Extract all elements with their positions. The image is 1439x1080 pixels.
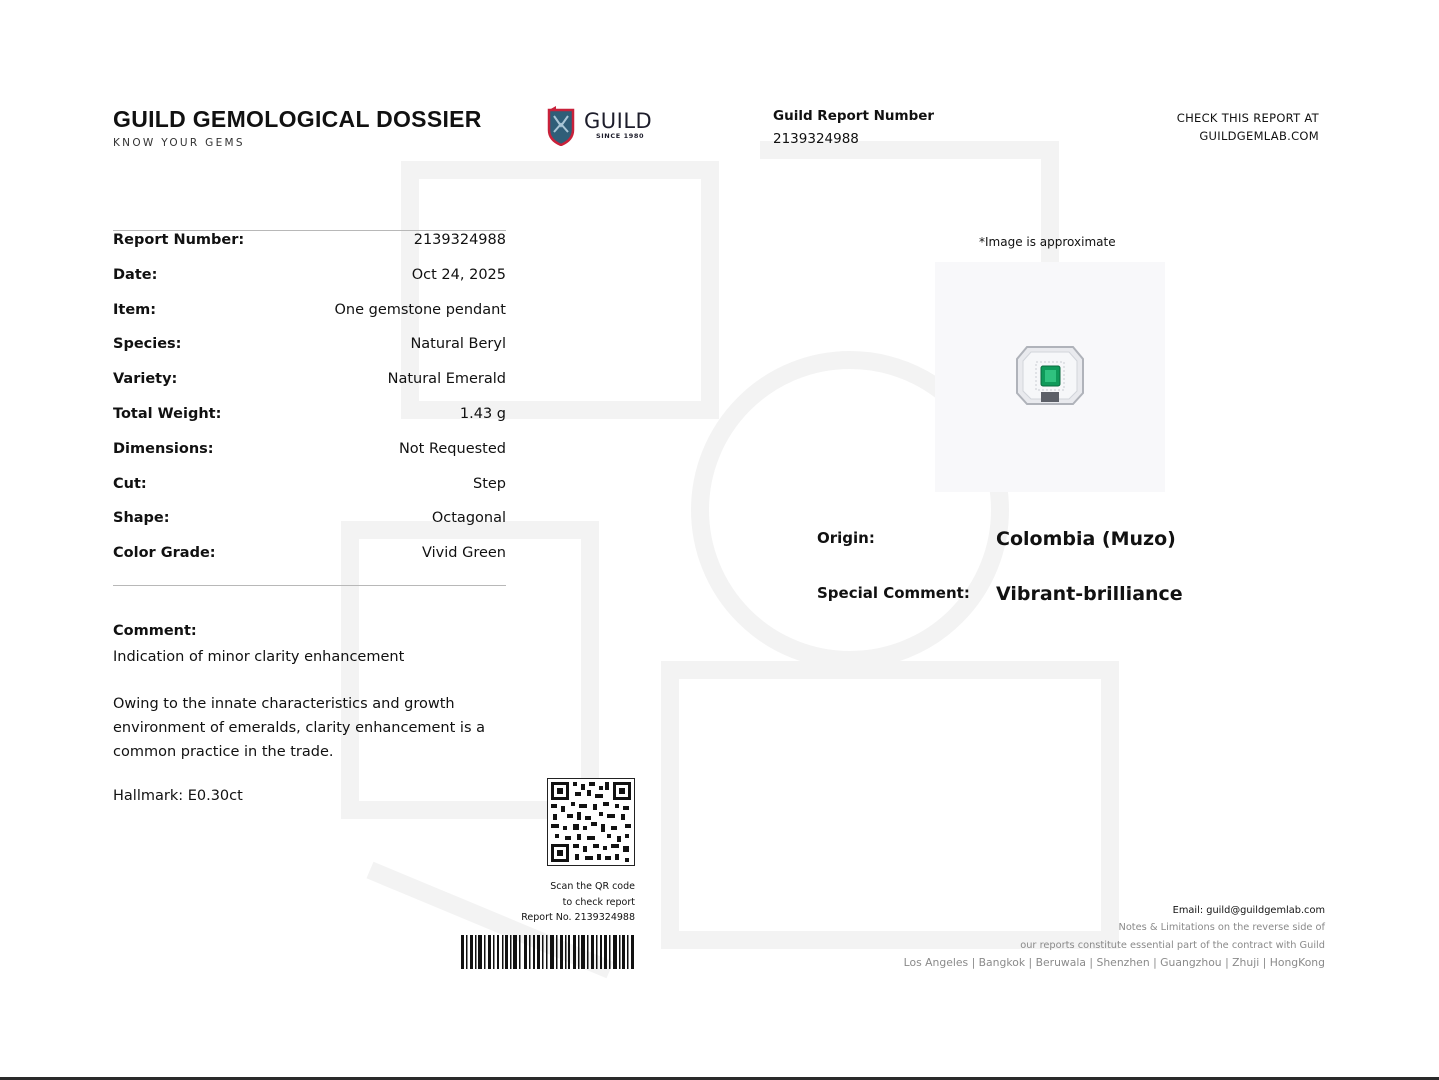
origin-label: Origin: bbox=[817, 529, 875, 547]
scan-instructions bbox=[521, 879, 635, 926]
detail-label: Cut: bbox=[113, 475, 147, 492]
detail-label: Color Grade: bbox=[113, 545, 216, 562]
guild-shield-logo-icon bbox=[546, 106, 578, 146]
detail-row-cut bbox=[113, 476, 506, 511]
scan-line1: Scan the QR code bbox=[550, 881, 635, 892]
special-comment-label: Special Comment: bbox=[817, 584, 970, 602]
contact-email[interactable]: Email: guild@guildgemlab.com bbox=[1172, 905, 1325, 916]
image-note: *Image is approximate bbox=[979, 235, 1116, 249]
detail-label: Dimensions: bbox=[113, 440, 214, 457]
logo-wordmark: GUILD bbox=[584, 109, 653, 133]
comment-paragraph: Owing to the innate characteristics and growth environment of emeralds, clarity enhancement is a common practice in the trade. bbox=[113, 696, 485, 760]
barcode-icon bbox=[461, 935, 636, 969]
comment-label: Comment: bbox=[113, 623, 197, 639]
detail-row-item bbox=[113, 302, 506, 337]
detail-row-variety bbox=[113, 371, 506, 406]
detail-label: Report Number: bbox=[113, 232, 245, 248]
detail-row-species bbox=[113, 336, 506, 371]
details-top-divider bbox=[113, 230, 506, 231]
qr-code-icon[interactable] bbox=[547, 778, 635, 866]
detail-value: Octagonal bbox=[431, 510, 506, 527]
document-title: GUILD GEMOLOGICAL DOSSIER bbox=[113, 106, 482, 132]
detail-label: Date: bbox=[113, 266, 158, 283]
detail-row-color-grade bbox=[113, 545, 506, 580]
detail-row-total-weight bbox=[113, 406, 506, 441]
detail-label: Item: bbox=[113, 301, 157, 318]
special-comment-value: Vibrant-brilliance bbox=[996, 583, 1183, 605]
detail-label: Shape: bbox=[113, 510, 170, 527]
pendant-image bbox=[935, 262, 1165, 492]
scan-line2: to check report bbox=[562, 896, 635, 908]
check-report-line1: CHECK THIS REPORT AT bbox=[1176, 111, 1319, 125]
detail-row-dimensions bbox=[113, 441, 506, 476]
comment-text: Indication of minor clarity enhancement bbox=[113, 649, 405, 665]
detail-label: Species: bbox=[113, 336, 182, 353]
detail-label: Total Weight: bbox=[113, 405, 222, 422]
scan-report-number: Report No. 2139324988 bbox=[521, 912, 635, 923]
detail-value: Step bbox=[472, 475, 506, 492]
detail-value: Not Requested bbox=[398, 440, 506, 457]
detail-value: Oct 24, 2025 bbox=[411, 266, 506, 283]
detail-row-shape bbox=[113, 510, 506, 545]
guild-logo bbox=[546, 106, 656, 146]
office-cities: Los Angeles | Bangkok | Beruwala | Shenzhen | Guangzhou | Zhuji | HongKong bbox=[903, 955, 1325, 969]
notes-line2: our reports constitute essential part of the contract with Guild bbox=[1020, 939, 1325, 951]
detail-value: 1.43 g bbox=[459, 405, 506, 422]
detail-value: Natural Beryl bbox=[410, 336, 506, 353]
detail-value: 2139324988 bbox=[413, 232, 506, 248]
contact-footer bbox=[904, 902, 1325, 971]
detail-row-report-number bbox=[113, 232, 506, 267]
detail-label: Variety: bbox=[113, 371, 178, 388]
logo-since: SINCE 1980 bbox=[596, 132, 645, 140]
check-report-line2[interactable]: GUILDGEMLAB.COM bbox=[1199, 129, 1319, 143]
notes-line1: Notes & Limitations on the reverse side of bbox=[1118, 922, 1325, 934]
guild-report-number-label: Guild Report Number bbox=[773, 108, 935, 124]
detail-value: One gemstone pendant bbox=[334, 301, 506, 318]
origin-value: Colombia (Muzo) bbox=[996, 528, 1176, 550]
hallmark: Hallmark: E0.30ct bbox=[113, 788, 243, 804]
detail-row-date bbox=[113, 267, 506, 302]
tagline: KNOW YOUR GEMS bbox=[113, 137, 245, 149]
check-report-link[interactable] bbox=[1177, 109, 1319, 145]
details-bottom-divider bbox=[113, 585, 506, 586]
guild-report-number-value: 2139324988 bbox=[773, 131, 859, 147]
detail-value: Natural Emerald bbox=[387, 371, 506, 388]
details-table bbox=[113, 232, 506, 580]
detail-value: Vivid Green bbox=[422, 545, 506, 562]
pendant-photo bbox=[935, 262, 1165, 492]
